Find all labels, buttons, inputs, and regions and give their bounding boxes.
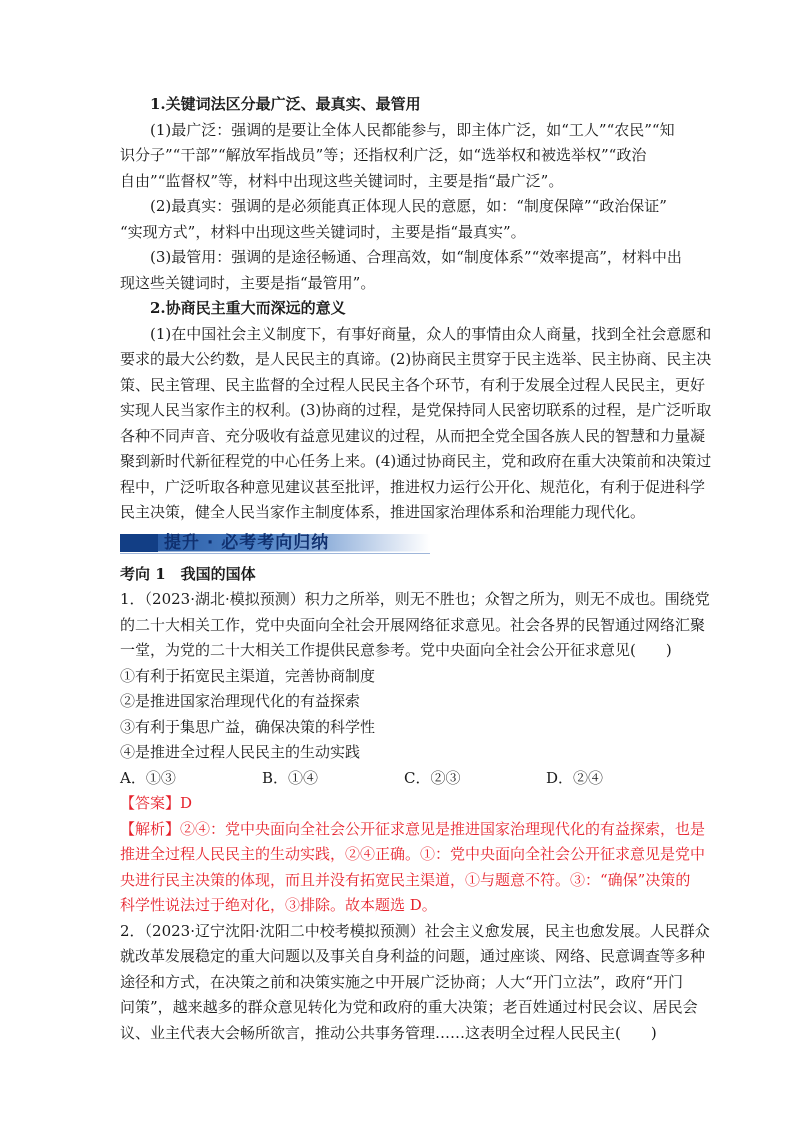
question-stem-line: 议、业主代表大会畅所欲言，推动公共事务管理……这表明全过程人民民主( ) bbox=[120, 1023, 657, 1042]
question-1 bbox=[120, 587, 710, 919]
question-2 bbox=[120, 919, 710, 1047]
text-line: 聚到新时代新征程党的中心任务上来。(4)通过协商民主，党和政府在重大决策前和决策过 bbox=[120, 452, 712, 470]
section1-para1 bbox=[120, 118, 690, 195]
text-line: 各种不同声音、充分吸收有益意见建议的过程，从而把全党全国各族人民的智慧和力量凝 bbox=[120, 426, 706, 445]
statement-item: ③有利于集思广益，确保决策的科学性 bbox=[120, 717, 376, 736]
text-line: “实现方式”，材料中出现这些关键词时，主要是指“最真实”。 bbox=[120, 222, 526, 241]
option-c: C．②③ bbox=[404, 768, 461, 787]
text-line: 要求的最大公约数，是人民民主的真谛。(2)协商民主贯穿于民主选举、民主协商、民主决 bbox=[120, 350, 712, 368]
statement-item: ①有利于拓宽民主渠道，完善协商制度 bbox=[120, 666, 376, 685]
text-line: 程中，广泛听取各种意见建议甚至批评，推进权力运行公开化、规范化，有利于促进科学 bbox=[120, 477, 706, 496]
section1-para3 bbox=[120, 245, 690, 296]
text-line: 民主决策，健全人民当家作主制度体系，推进国家治理体系和治理能力现代化。 bbox=[120, 503, 646, 521]
section2-heading: 2.协商民主重大而深远的意义 bbox=[150, 299, 346, 317]
text-line: (1)最广泛：强调的是要让全体人民都能参与，即主体广泛，如“工人”“农民”“知 bbox=[150, 120, 675, 139]
question-stem-line: 一堂，为党的二十大相关工作提供民意参考。党中央面向全社会公开征求意见( ) bbox=[120, 641, 672, 659]
question-stem-line: 问策”，越来越多的群众意见转化为党和政府的重大决策；老百姓通过村民会议、居民会 bbox=[120, 998, 698, 1016]
answer-options bbox=[120, 766, 690, 792]
question-stem-line: 的二十大相关工作，党中央面向全社会开展网络征求意见。社会各界的民智通过网络汇聚 bbox=[120, 615, 706, 634]
banner-notch bbox=[120, 534, 158, 552]
banner-rule bbox=[120, 553, 430, 554]
section1-para2 bbox=[120, 194, 690, 245]
statement-item: ②是推进国家治理现代化的有益探索 bbox=[120, 692, 361, 710]
question-stem-line: 途径和方式，在决策之前和决策实施之中开展广泛协商；人大“开门立法”，政府“开门 bbox=[120, 972, 684, 991]
text-line: 实现人民当家作主的权利。(3)协商的过程，是党保持同人民密切联系的过程，是广泛听取 bbox=[120, 401, 712, 419]
text-line: 策、民主管理、民主监督的全过程人民民主各个环节，有利于发展全过程人民民主，更好 bbox=[120, 375, 706, 394]
document-page bbox=[120, 92, 712, 1046]
banner-title: 提升 · 必考考向归纳 bbox=[164, 532, 330, 553]
analysis-line: 推进全过程人民民主的生动实践，②④正确。①：党中央面向全社会公开征求意见是党中 bbox=[120, 845, 706, 863]
question-stem-line: 1．（2023·湖北·模拟预测）积力之所举，则无不胜也；众智之所为，则无不成也。围绕党 bbox=[120, 590, 710, 608]
question-stem-line: 就改革发展稳定的重大问题以及事关自身利益的问题，通过座谈、网络、民意调查等多种 bbox=[120, 947, 706, 965]
text-line: 现这些关键词时，主要是指“最管用”。 bbox=[120, 273, 376, 292]
text-line: (2)最真实：强调的是必须能真正体现人民的意愿，如：“制度保障”“政治保证” bbox=[150, 197, 667, 215]
analysis-line: 【解析】②④：党中央面向全社会公开征求意见是推进国家治理现代化的有益探索，也是 bbox=[120, 819, 706, 838]
text-line: 识分子”“干部”“解放军指战员”等；还指权利广泛，如“选举权和被选举权”“政治 bbox=[120, 146, 647, 164]
text-line: (3)最管用：强调的是途径畅通、合理高效，如“制度体系”“效率提高”，材料中出 bbox=[150, 248, 682, 266]
text-line: 自由”“监督权”等，材料中出现这些关键词时，主要是指“最广泛”。 bbox=[120, 171, 564, 190]
statement-item: ④是推进全过程人民民主的生动实践 bbox=[120, 743, 361, 761]
text-line: (1)在中国社会主义制度下，有事好商量，众人的事情由众人商量，找到全社会意愿和 bbox=[150, 324, 712, 343]
option-d: D．②④ bbox=[546, 768, 604, 787]
question-stem-line: 2．（2023·辽宁沈阳·沈阳二中校考模拟预测）社会主义愈发展，民主也愈发展。人民群众 bbox=[120, 921, 710, 940]
analysis-line: 科学性说法过于绝对化，③排除。故本题选 D。 bbox=[120, 896, 437, 914]
kaoxiang-title: 考向 1 我国的国体 bbox=[120, 564, 256, 583]
section2-para bbox=[120, 322, 712, 526]
answer-label: 【答案】D bbox=[120, 794, 193, 812]
analysis-line: 央进行民主决策的体现，而且并没有拓宽民主渠道，①与题意不符。③：“确保”决策的 bbox=[120, 870, 691, 889]
option-b: B．①④ bbox=[262, 768, 319, 787]
section1-heading: 1.关键词法区分最广泛、最真实、最管用 bbox=[150, 95, 421, 113]
section-banner bbox=[120, 528, 690, 554]
option-a: A．①③ bbox=[120, 768, 176, 787]
